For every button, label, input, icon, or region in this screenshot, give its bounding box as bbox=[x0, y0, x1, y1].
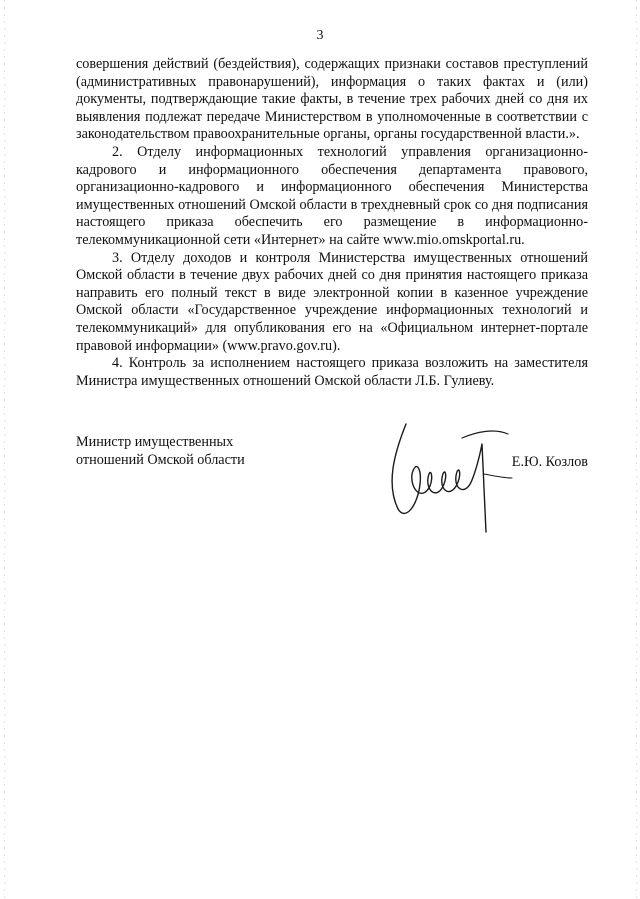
paragraph-item-3: 3. Отделу доходов и контроля Министерства имущественных отношений Омской области в течение двух рабочих дней со дня принятия настоящего приказа направить его полный текст в виде электронной копии в казенное учреждение Омской области «Государственное учреждение информационных технологий и телекоммуникаций» для опубликования его на «Официальном интернет-портале правовой информации» (www.pravo.gov.ru). bbox=[76, 249, 588, 354]
paragraph-item-4: 4. Контроль за исполнением настоящего приказа возложить на заместителя Министра имущественных отношений Омской области Л.Б. Гулиеву. bbox=[76, 355, 588, 389]
scan-edge-left bbox=[4, 0, 5, 899]
signature-block bbox=[76, 434, 588, 544]
paragraph-continuation: совершения действий (бездействия), содержащих признаки составов преступлений (административных правонарушений), информация о таких фактах и (или) документы, подтверждающие такие факты, в течение трех рабочих дней со дня их выявления подлежат передаче Министерством в уполномоченные в соответствии с законодательством правоохранительные органы, органы государственной власти.». bbox=[76, 56, 588, 143]
signatory-position-line1: Министр имущественных bbox=[76, 434, 234, 450]
paragraph-item-2: 2. Отделу информационных технологий управления организационно-кадрового и информационного обеспечения департамента правового, организационно-кадрового и информационного обеспечения Министерства имущественных отношений Омской области в трехдневный срок со дня подписания настоящего приказа обеспечить его размещение в информационно-телекоммуникационной сети «Интернет» на сайте www.mio.omskportal.ru. bbox=[76, 143, 588, 248]
scan-edge-right bbox=[636, 0, 637, 899]
page-number: 3 bbox=[316, 28, 324, 43]
signatory-position bbox=[76, 434, 296, 469]
handwritten-signature bbox=[376, 414, 536, 534]
signatory-position-line2: отношений Омской области bbox=[76, 451, 245, 468]
signatory-name: Е.Ю. Козлов bbox=[511, 454, 588, 470]
document-body bbox=[76, 56, 588, 390]
